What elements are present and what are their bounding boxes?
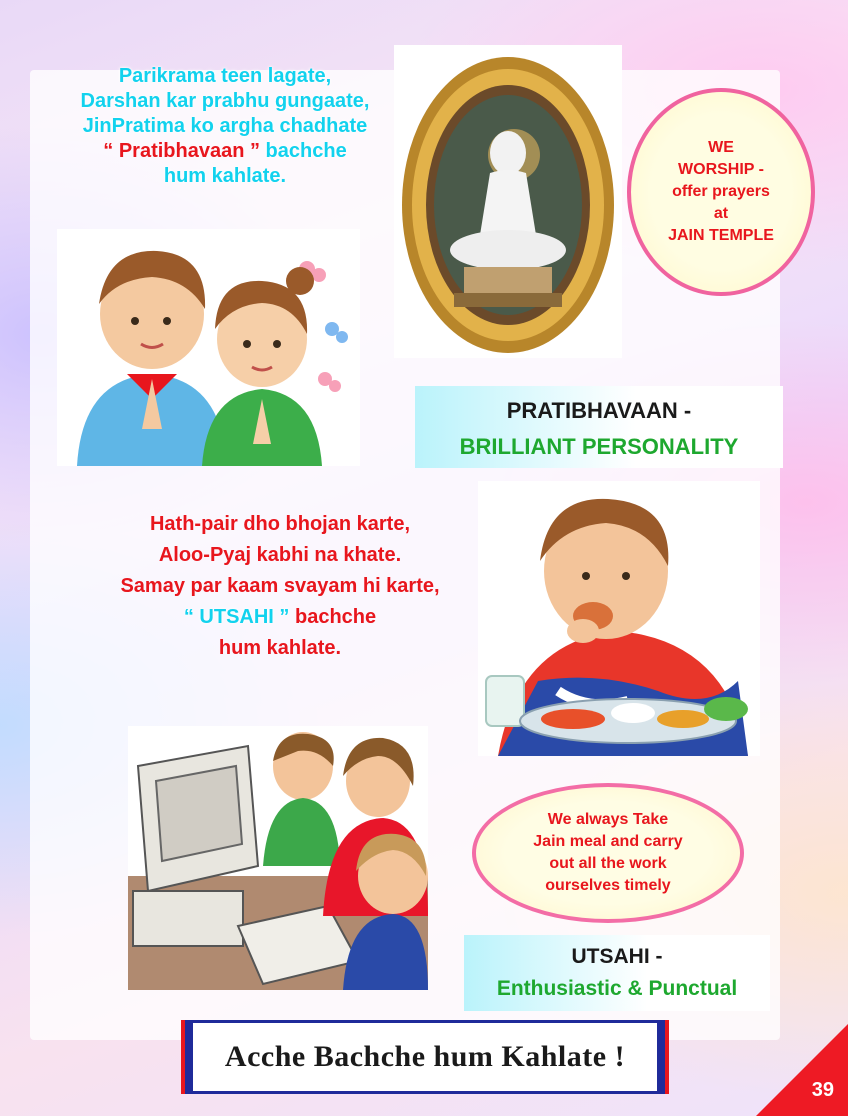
poem1-line: Darshan kar prabhu gungaate, [80,90,370,112]
tag-subtitle: BRILLIANT PERSONALITY [459,434,739,459]
poem-pratibhavaan [55,64,395,189]
page-corner [756,1024,848,1116]
jain-meal-callout [472,783,744,923]
page-number: 39 [811,1079,834,1101]
meal-callout-line: Jain meal and carry [533,833,683,850]
banner-text: Acche Bachche hum Kahlate ! [224,1040,626,1073]
meal-callout-line: out all the work [549,855,667,872]
poem2-line: Aloo-Pyaj kabhi na khate. [158,544,402,566]
worship-callout-line: at [713,205,729,222]
poem1-line: JinPratima ko argha chadhate [82,115,368,137]
worship-callout [627,88,815,296]
tag-title: UTSAHI - [571,945,663,968]
children-praying-illustration [57,229,360,466]
poem2-line: Hath-pair dho bhojan karte, [149,513,411,535]
poem1-line: hum kahlate. [163,165,287,187]
children-computer-illustration [128,726,428,990]
poem2-line: Samay par kaam svayam hi karte, [120,575,440,597]
worship-callout-line: WE [708,139,734,156]
jain-idol-photo [394,45,622,358]
boy-eating-illustration [478,481,760,756]
meal-callout-line: ourselves timely [545,877,671,894]
pratibhavaan-tag [415,386,783,468]
worship-callout-line: offer prayers [672,183,770,200]
poem-utsahi [70,509,490,664]
meal-callout-line: We always Take [547,811,669,828]
poem2-line: bachche [289,606,377,628]
banner-edge-right [659,1020,669,1094]
utsahi-tag [464,935,770,1011]
poem1-keyword: “ Pratibhavaan ” [103,140,260,162]
worship-callout-line: WORSHIP - [678,161,764,178]
poem1-line: Parikrama teen lagate, [118,65,332,87]
poem2-line: hum kahlate. [218,637,342,659]
poem1-line: bachche [260,140,347,162]
worship-callout-line: JAIN TEMPLE [668,227,774,244]
banner-edge-left [181,1020,191,1094]
title-banner [190,1020,660,1094]
tag-subtitle: Enthusiastic & Punctual [496,977,738,1000]
tag-title: PRATIBHAVAAN - [506,398,692,423]
poem2-keyword: “ UTSAHI ” [183,606,290,628]
